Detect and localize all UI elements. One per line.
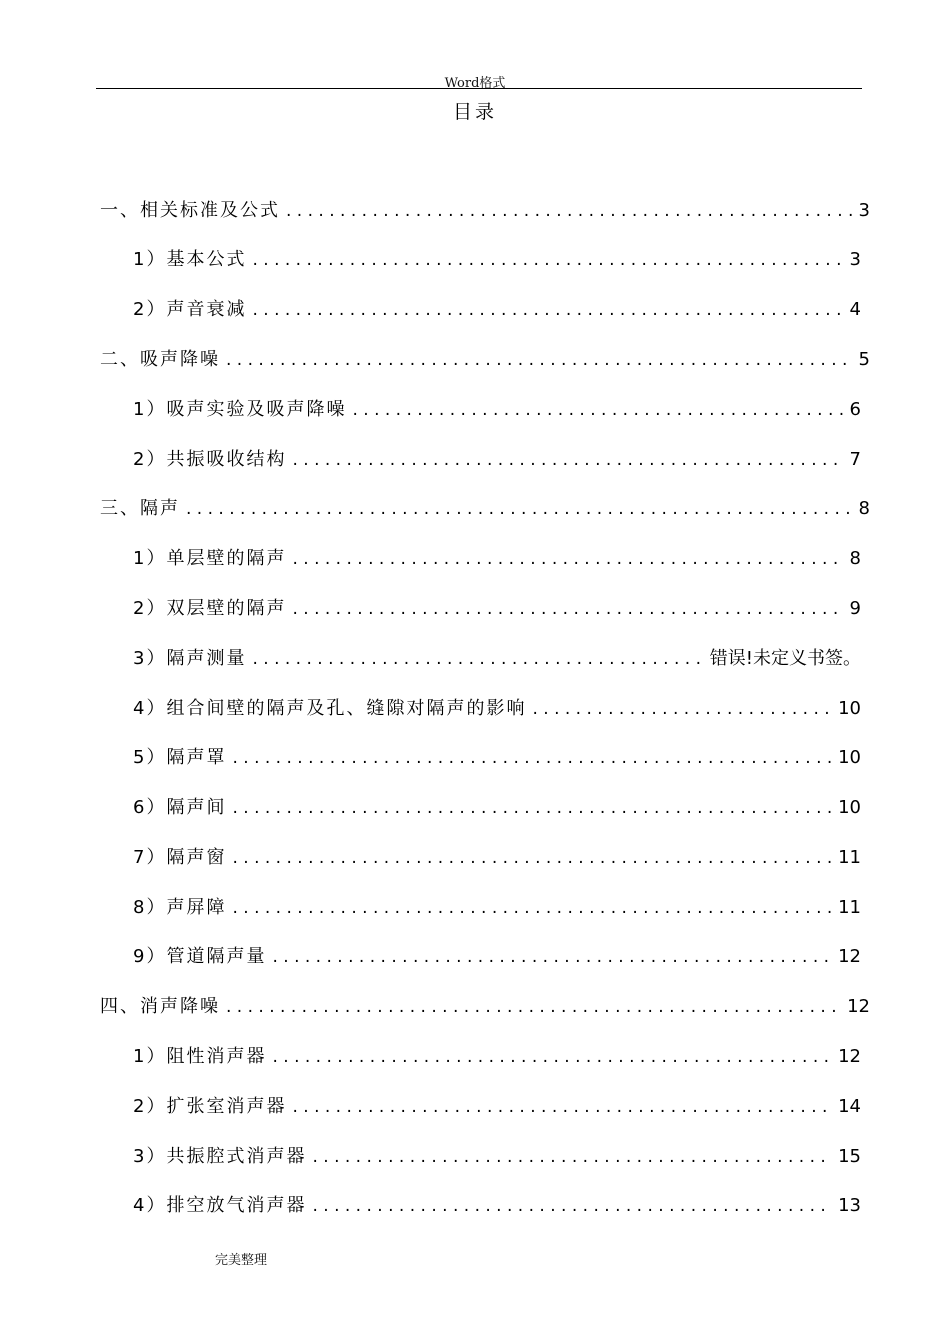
toc-entry-text: 2）共振吸收结构 — [133, 449, 287, 470]
toc-leader-dots — [252, 647, 703, 671]
toc-entry-page: 13 — [838, 1195, 861, 1216]
toc-entry[interactable] — [133, 746, 861, 770]
toc-entry-text: 1）单层壁的隔声 — [133, 548, 287, 569]
toc-entry-text: 3）共振腔式消声器 — [133, 1146, 307, 1167]
toc-entry[interactable] — [133, 697, 861, 721]
toc-entry-text: 3）隔声测量 — [133, 648, 247, 669]
page-footer: 完美整理 — [215, 1253, 268, 1268]
toc-entry[interactable] — [133, 547, 861, 571]
toc-entry[interactable] — [100, 199, 870, 223]
toc-leader-dots — [292, 597, 843, 621]
toc-entry[interactable] — [133, 1045, 861, 1069]
toc-entry[interactable] — [100, 348, 870, 372]
toc-entry[interactable] — [100, 995, 870, 1019]
toc-entry-page: 8 — [858, 498, 870, 519]
toc-entry-page: 3 — [849, 249, 861, 270]
toc-entry[interactable] — [133, 647, 861, 671]
toc-entry[interactable] — [133, 796, 861, 820]
toc-leader-dots — [272, 945, 832, 969]
toc-entry-text: 6）隔声间 — [133, 797, 227, 818]
toc-entry-page: 4 — [849, 299, 861, 320]
toc-leader-dots — [252, 248, 843, 272]
toc-entry-page: 10 — [838, 797, 861, 818]
toc-leader-dots — [226, 348, 853, 372]
toc-entry[interactable] — [100, 497, 870, 521]
toc-leader-dots — [232, 846, 832, 870]
toc-entry-page: 7 — [849, 449, 861, 470]
toc-entry[interactable] — [133, 248, 861, 272]
toc-entry-text: 一、相关标准及公式 — [100, 200, 280, 221]
toc-entry[interactable] — [133, 1194, 861, 1218]
toc-title: 目录 — [452, 101, 497, 123]
toc-entry-text: 三、隔声 — [100, 498, 180, 519]
toc-entry-text: 4）排空放气消声器 — [133, 1195, 307, 1216]
toc-entry-text: 2）声音衰减 — [133, 299, 247, 320]
toc-leader-dots — [272, 1045, 832, 1069]
toc-entry-page: 11 — [838, 847, 861, 868]
toc-entry[interactable] — [133, 298, 861, 322]
toc-leader-dots — [252, 298, 843, 322]
toc-entry[interactable] — [133, 846, 861, 870]
toc-entry[interactable] — [133, 597, 861, 621]
toc-leader-dots — [232, 896, 832, 920]
toc-entry[interactable] — [133, 896, 861, 920]
toc-entry-page: 8 — [849, 548, 861, 569]
toc-entry-text: 四、消声降噪 — [100, 996, 220, 1017]
toc-entry-page: 12 — [838, 1046, 861, 1067]
toc-entry-text: 1）基本公式 — [133, 249, 247, 270]
toc-entry-page: 3 — [858, 200, 870, 221]
toc-entry-page: 14 — [838, 1096, 861, 1117]
toc-leader-dots — [186, 497, 853, 521]
toc-entry[interactable] — [133, 945, 861, 969]
toc-entry-page: 9 — [849, 598, 861, 619]
toc-entry[interactable] — [133, 448, 861, 472]
toc-entry-text: 二、吸声降噪 — [100, 349, 220, 370]
toc-leader-dots — [286, 199, 853, 223]
toc-entry-text: 8）声屏障 — [133, 897, 227, 918]
toc-entry-text: 9）管道隔声量 — [133, 946, 267, 967]
toc-entry[interactable] — [133, 1095, 861, 1119]
toc-entry-page: 10 — [838, 698, 861, 719]
header-rule — [96, 88, 862, 89]
toc-entry-page: 错误!未定义书签。 — [709, 648, 861, 669]
toc-entry-page: 12 — [847, 996, 870, 1017]
toc-entry[interactable] — [133, 1145, 861, 1169]
toc-entry-text: 1）阻性消声器 — [133, 1046, 267, 1067]
toc-entry-text: 4）组合间壁的隔声及孔、缝隙对隔声的影响 — [133, 698, 527, 719]
toc-entry-text: 2）扩张室消声器 — [133, 1096, 287, 1117]
toc-entry-text: 1）吸声实验及吸声降噪 — [133, 399, 347, 420]
toc-leader-dots — [312, 1145, 832, 1169]
toc-leader-dots — [232, 746, 832, 770]
toc-leader-dots — [226, 995, 841, 1019]
toc-entry-page: 6 — [849, 399, 861, 420]
toc-entry-page: 12 — [838, 946, 861, 967]
toc-leader-dots — [232, 796, 832, 820]
toc-leader-dots — [292, 547, 843, 571]
toc-entry-text: 2）双层壁的隔声 — [133, 598, 287, 619]
toc-entry-page: 5 — [858, 349, 870, 370]
toc-entry-page: 10 — [838, 747, 861, 768]
toc-entry-text: 7）隔声窗 — [133, 847, 227, 868]
toc-leader-dots — [292, 1095, 832, 1119]
toc-leader-dots — [312, 1194, 832, 1218]
toc-leader-dots — [352, 398, 843, 422]
toc-leader-dots — [532, 697, 832, 721]
toc-entry-text: 5）隔声罩 — [133, 747, 227, 768]
toc-leader-dots — [292, 448, 843, 472]
toc-entry[interactable] — [133, 398, 861, 422]
toc-entry-page: 11 — [838, 897, 861, 918]
page-header: Word格式 — [444, 76, 506, 91]
toc-entry-page: 15 — [838, 1146, 861, 1167]
